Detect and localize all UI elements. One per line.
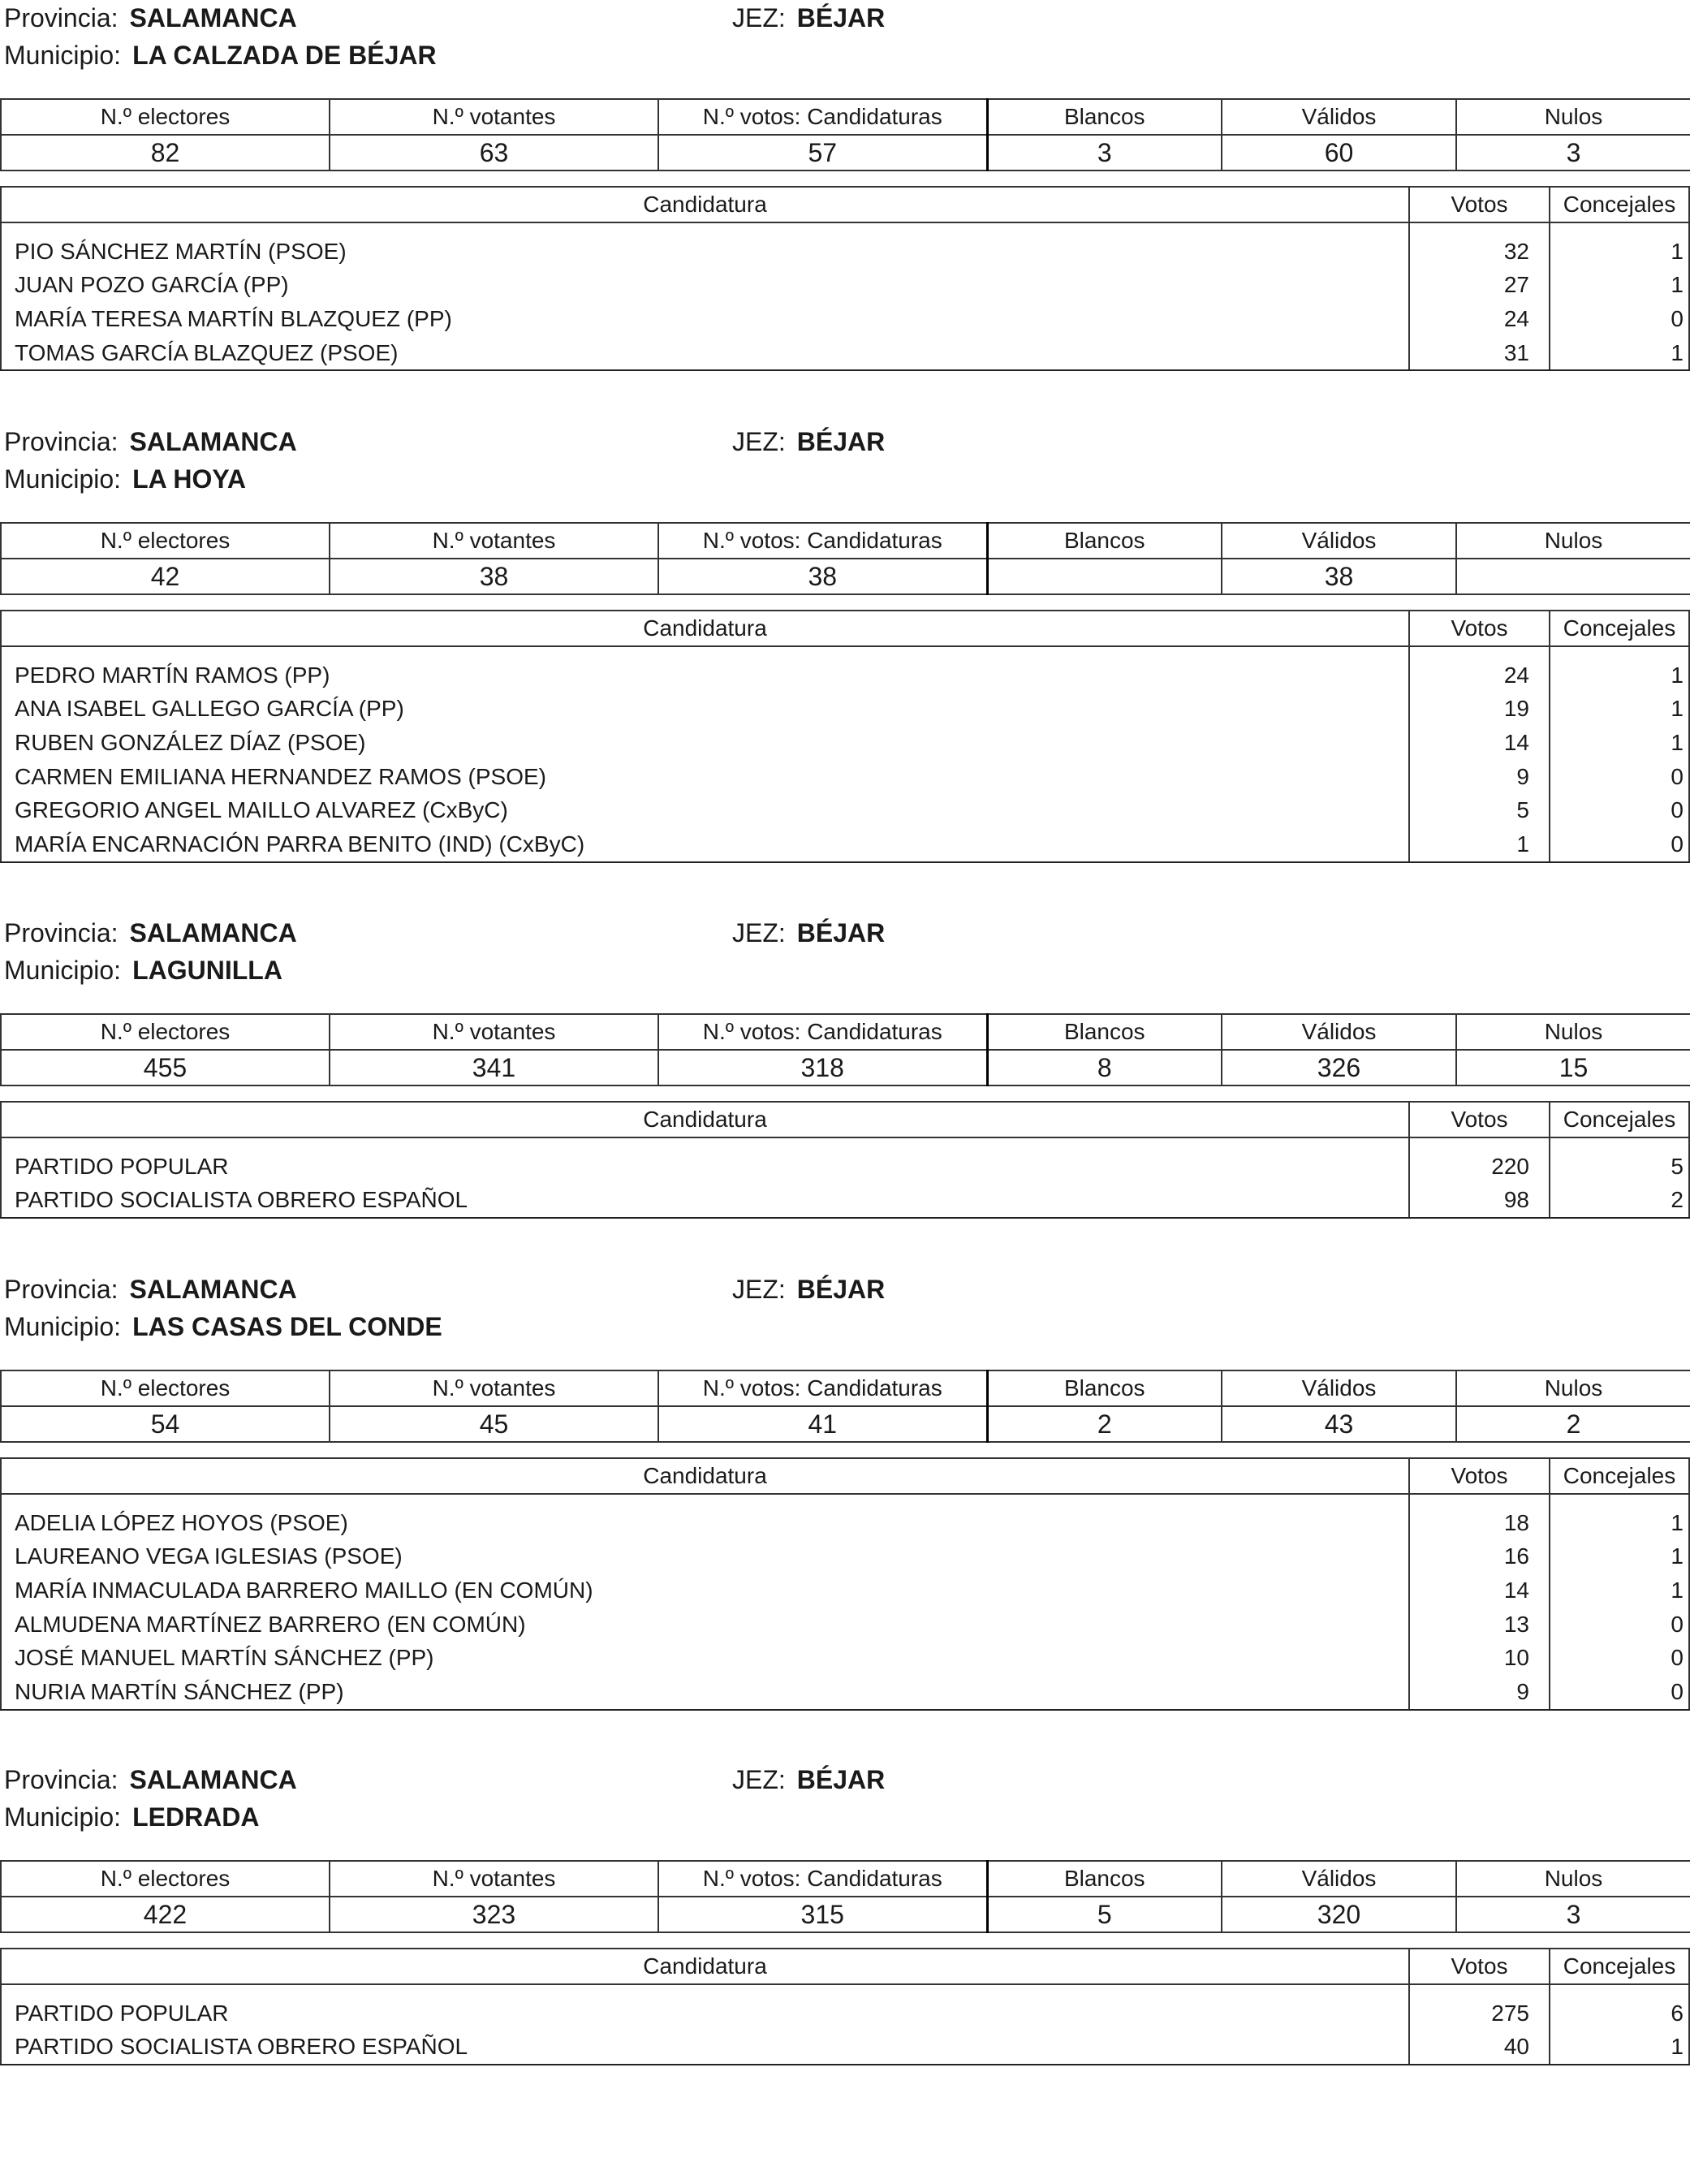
candidate-row — [1, 269, 1689, 303]
provincia-label: Provincia: — [4, 427, 119, 456]
municipio-value: LA HOYA — [132, 464, 246, 494]
candidate-row — [1, 693, 1689, 727]
candidate-seats: 0 — [1550, 760, 1689, 794]
jez-value: BÉJAR — [796, 1765, 886, 1794]
candidatura-header: Candidatura — [1, 1458, 1409, 1494]
stat-value-validos: 38 — [1222, 559, 1456, 594]
candidate-row — [1, 760, 1689, 794]
candidate-row — [1, 726, 1689, 760]
candidate-votes: 14 — [1409, 1573, 1550, 1608]
stat-header-nulos: Nulos — [1456, 99, 1690, 135]
stat-value-blancos: 2 — [987, 1406, 1222, 1442]
candidate-seats: 0 — [1550, 1675, 1689, 1710]
municipality-block — [0, 1762, 1690, 2184]
candidate-row — [1, 1641, 1689, 1675]
jez-label: JEZ: — [732, 3, 786, 32]
candidate-seats: 1 — [1550, 2031, 1689, 2065]
municipio-label: Municipio: — [4, 956, 122, 985]
municipio-line — [4, 1802, 260, 1832]
candidate-votes: 31 — [1409, 336, 1550, 371]
candidate-seats: 1 — [1550, 1494, 1689, 1540]
stat-value-votantes: 323 — [330, 1897, 658, 1932]
stat-value-votantes: 38 — [330, 559, 658, 594]
concejales-header: Concejales — [1550, 1458, 1689, 1494]
candidate-votes: 40 — [1409, 2031, 1550, 2065]
jez-label: JEZ: — [732, 1765, 786, 1794]
municipality-block — [0, 0, 1690, 422]
provincia-line — [4, 1765, 297, 1794]
candidates-table — [0, 1948, 1690, 2065]
stat-header-votos-candidaturas: N.º votos: Candidaturas — [658, 99, 987, 135]
stats-table — [0, 522, 1690, 595]
municipio-value: LAS CASAS DEL CONDE — [132, 1312, 442, 1341]
stat-header-electores: N.º electores — [1, 99, 330, 135]
provincia-label: Provincia: — [4, 3, 119, 32]
stat-header-validos: Válidos — [1222, 99, 1456, 135]
candidate-row — [1, 1540, 1689, 1574]
municipio-value: LA CALZADA DE BÉJAR — [132, 41, 437, 70]
stat-header-votantes: N.º votantes — [330, 1370, 658, 1406]
municipio-label: Municipio: — [4, 464, 122, 494]
jez-label: JEZ: — [732, 918, 786, 947]
candidate-seats: 0 — [1550, 1608, 1689, 1642]
candidate-name: LAUREANO VEGA IGLESIAS (PSOE) — [1, 1540, 1409, 1574]
candidate-votes: 5 — [1409, 793, 1550, 827]
candidate-votes: 19 — [1409, 693, 1550, 727]
candidate-name: MARÍA ENCARNACIÓN PARRA BENITO (IND) (CxByC) — [1, 827, 1409, 862]
stat-header-votos-candidaturas: N.º votos: Candidaturas — [658, 1014, 987, 1050]
stat-value-votantes: 63 — [330, 135, 658, 170]
candidate-votes: 18 — [1409, 1494, 1550, 1540]
jez-label: JEZ: — [732, 1275, 786, 1304]
candidate-votes: 9 — [1409, 1675, 1550, 1710]
candidate-name: TOMAS GARCÍA BLAZQUEZ (PSOE) — [1, 336, 1409, 371]
stat-value-nulos: 3 — [1456, 135, 1690, 170]
municipio-value: LEDRADA — [132, 1802, 260, 1832]
stat-value-validos: 60 — [1222, 135, 1456, 170]
candidate-votes: 27 — [1409, 269, 1550, 303]
candidate-name: ADELIA LÓPEZ HOYOS (PSOE) — [1, 1494, 1409, 1540]
candidate-votes: 32 — [1409, 222, 1550, 269]
stat-value-blancos: 5 — [987, 1897, 1222, 1932]
candidatura-header: Candidatura — [1, 611, 1409, 646]
candidate-row — [1, 1675, 1689, 1710]
municipio-label: Municipio: — [4, 1312, 122, 1341]
stat-value-validos: 326 — [1222, 1050, 1456, 1086]
stat-header-validos: Válidos — [1222, 1370, 1456, 1406]
candidate-name: PIO SÁNCHEZ MARTÍN (PSOE) — [1, 222, 1409, 269]
provincia-line — [4, 427, 297, 456]
jez-value: BÉJAR — [796, 427, 886, 456]
jez-line — [732, 427, 885, 456]
stat-value-electores: 422 — [1, 1897, 330, 1932]
stat-header-nulos: Nulos — [1456, 523, 1690, 559]
stat-header-blancos: Blancos — [987, 99, 1222, 135]
stat-value-nulos: 3 — [1456, 1897, 1690, 1932]
stat-value-validos: 43 — [1222, 1406, 1456, 1442]
municipio-line — [4, 464, 246, 494]
candidate-name: CARMEN EMILIANA HERNANDEZ RAMOS (PSOE) — [1, 760, 1409, 794]
jez-value: BÉJAR — [796, 918, 886, 947]
stat-header-votantes: N.º votantes — [330, 1861, 658, 1897]
stat-value-validos: 320 — [1222, 1897, 1456, 1932]
candidatura-header: Candidatura — [1, 1102, 1409, 1137]
candidate-name: NURIA MARTÍN SÁNCHEZ (PP) — [1, 1675, 1409, 1710]
candidate-name: ANA ISABEL GALLEGO GARCÍA (PP) — [1, 693, 1409, 727]
candidate-seats: 1 — [1550, 1573, 1689, 1608]
candidate-row — [1, 2031, 1689, 2065]
candidate-row — [1, 336, 1689, 371]
stat-value-votos-candidaturas: 41 — [658, 1406, 987, 1442]
stat-header-votantes: N.º votantes — [330, 523, 658, 559]
candidate-row — [1, 1184, 1689, 1219]
candidate-name: MARÍA INMACULADA BARRERO MAILLO (EN COMÚN) — [1, 1573, 1409, 1608]
stat-value-votantes: 45 — [330, 1406, 658, 1442]
stat-header-electores: N.º electores — [1, 1014, 330, 1050]
votos-header: Votos — [1409, 1458, 1550, 1494]
candidate-row — [1, 1984, 1689, 2031]
votos-header: Votos — [1409, 1102, 1550, 1137]
concejales-header: Concejales — [1550, 611, 1689, 646]
provincia-value: SALAMANCA — [129, 1275, 297, 1304]
candidate-seats: 1 — [1550, 693, 1689, 727]
stat-header-votos-candidaturas: N.º votos: Candidaturas — [658, 523, 987, 559]
candidate-seats: 0 — [1550, 302, 1689, 336]
candidate-votes: 24 — [1409, 646, 1550, 693]
candidate-row — [1, 1137, 1689, 1184]
jez-line — [732, 3, 885, 32]
concejales-header: Concejales — [1550, 187, 1689, 222]
candidate-row — [1, 1573, 1689, 1608]
stat-header-votantes: N.º votantes — [330, 99, 658, 135]
candidate-row — [1, 222, 1689, 269]
provincia-label: Provincia: — [4, 1275, 119, 1304]
stat-header-nulos: Nulos — [1456, 1861, 1690, 1897]
provincia-value: SALAMANCA — [129, 1765, 297, 1794]
candidate-seats: 1 — [1550, 222, 1689, 269]
provincia-value: SALAMANCA — [129, 918, 297, 947]
candidate-row — [1, 1608, 1689, 1642]
jez-line — [732, 1765, 885, 1794]
stat-header-validos: Válidos — [1222, 1014, 1456, 1050]
stats-table — [0, 1860, 1690, 1933]
provincia-label: Provincia: — [4, 1765, 119, 1794]
candidate-seats: 5 — [1550, 1137, 1689, 1184]
stat-value-blancos — [987, 559, 1222, 594]
provincia-value: SALAMANCA — [129, 3, 297, 32]
candidate-votes: 24 — [1409, 302, 1550, 336]
candidate-votes: 10 — [1409, 1641, 1550, 1675]
candidate-seats: 6 — [1550, 1984, 1689, 2031]
jez-line — [732, 1275, 885, 1304]
stat-value-blancos: 3 — [987, 135, 1222, 170]
candidate-votes: 220 — [1409, 1137, 1550, 1184]
provincia-line — [4, 3, 297, 32]
votos-header: Votos — [1409, 611, 1550, 646]
stat-header-votos-candidaturas: N.º votos: Candidaturas — [658, 1861, 987, 1897]
candidate-votes: 13 — [1409, 1608, 1550, 1642]
stat-value-electores: 42 — [1, 559, 330, 594]
stat-value-electores: 82 — [1, 135, 330, 170]
candidate-votes: 98 — [1409, 1184, 1550, 1219]
candidate-row — [1, 793, 1689, 827]
candidates-table — [0, 186, 1690, 371]
candidate-name: JOSÉ MANUEL MARTÍN SÁNCHEZ (PP) — [1, 1641, 1409, 1675]
municipio-value: LAGUNILLA — [132, 956, 282, 985]
municipio-label: Municipio: — [4, 1802, 122, 1832]
municipio-line — [4, 41, 437, 70]
stat-value-votos-candidaturas: 57 — [658, 135, 987, 170]
stat-value-electores: 54 — [1, 1406, 330, 1442]
stats-table — [0, 1370, 1690, 1443]
candidates-table — [0, 610, 1690, 863]
stat-header-votantes: N.º votantes — [330, 1014, 658, 1050]
stat-header-votos-candidaturas: N.º votos: Candidaturas — [658, 1370, 987, 1406]
stat-value-nulos — [1456, 559, 1690, 594]
candidate-votes: 275 — [1409, 1984, 1550, 2031]
stat-value-votantes: 341 — [330, 1050, 658, 1086]
municipio-line — [4, 1312, 442, 1341]
candidate-row — [1, 302, 1689, 336]
provincia-line — [4, 1275, 297, 1304]
stat-header-blancos: Blancos — [987, 1370, 1222, 1406]
municipality-block — [0, 1271, 1690, 1704]
candidate-name: ALMUDENA MARTÍNEZ BARRERO (EN COMÚN) — [1, 1608, 1409, 1642]
candidate-votes: 14 — [1409, 726, 1550, 760]
candidate-seats: 1 — [1550, 336, 1689, 371]
stat-value-nulos: 2 — [1456, 1406, 1690, 1442]
candidate-votes: 1 — [1409, 827, 1550, 862]
stat-header-electores: N.º electores — [1, 1861, 330, 1897]
provincia-line — [4, 918, 297, 947]
concejales-header: Concejales — [1550, 1949, 1689, 1984]
stat-header-blancos: Blancos — [987, 523, 1222, 559]
stat-value-blancos: 8 — [987, 1050, 1222, 1086]
municipio-label: Municipio: — [4, 41, 122, 70]
stats-table — [0, 1013, 1690, 1086]
stat-header-nulos: Nulos — [1456, 1370, 1690, 1406]
candidate-seats: 0 — [1550, 793, 1689, 827]
votos-header: Votos — [1409, 187, 1550, 222]
stat-value-votos-candidaturas: 315 — [658, 1897, 987, 1932]
stat-value-electores: 455 — [1, 1050, 330, 1086]
candidatura-header: Candidatura — [1, 187, 1409, 222]
stat-value-nulos: 15 — [1456, 1050, 1690, 1086]
stat-header-blancos: Blancos — [987, 1861, 1222, 1897]
jez-value: BÉJAR — [796, 1275, 886, 1304]
candidate-name: PARTIDO POPULAR — [1, 1984, 1409, 2031]
stat-header-nulos: Nulos — [1456, 1014, 1690, 1050]
stat-value-votos-candidaturas: 38 — [658, 559, 987, 594]
candidate-seats: 1 — [1550, 646, 1689, 693]
candidate-name: RUBEN GONZÁLEZ DÍAZ (PSOE) — [1, 726, 1409, 760]
stat-header-electores: N.º electores — [1, 523, 330, 559]
municipality-block — [0, 424, 1690, 857]
candidatura-header: Candidatura — [1, 1949, 1409, 1984]
candidate-seats: 1 — [1550, 1540, 1689, 1574]
candidate-seats: 0 — [1550, 827, 1689, 862]
candidate-seats: 0 — [1550, 1641, 1689, 1675]
candidate-row — [1, 1494, 1689, 1540]
candidate-seats: 1 — [1550, 726, 1689, 760]
candidate-name: GREGORIO ANGEL MAILLO ALVAREZ (CxByC) — [1, 793, 1409, 827]
municipio-line — [4, 956, 282, 985]
candidate-name: JUAN POZO GARCÍA (PP) — [1, 269, 1409, 303]
concejales-header: Concejales — [1550, 1102, 1689, 1137]
jez-line — [732, 918, 885, 947]
stat-header-blancos: Blancos — [987, 1014, 1222, 1050]
candidate-votes: 16 — [1409, 1540, 1550, 1574]
candidate-seats: 1 — [1550, 269, 1689, 303]
candidate-name: PARTIDO SOCIALISTA OBRERO ESPAÑOL — [1, 1184, 1409, 1219]
candidates-table — [0, 1457, 1690, 1711]
provincia-label: Provincia: — [4, 918, 119, 947]
stats-table — [0, 98, 1690, 171]
jez-value: BÉJAR — [796, 3, 886, 32]
candidate-name: PARTIDO SOCIALISTA OBRERO ESPAÑOL — [1, 2031, 1409, 2065]
candidate-name: MARÍA TERESA MARTÍN BLAZQUEZ (PP) — [1, 302, 1409, 336]
stat-header-validos: Válidos — [1222, 523, 1456, 559]
stat-value-votos-candidaturas: 318 — [658, 1050, 987, 1086]
stat-header-electores: N.º electores — [1, 1370, 330, 1406]
candidate-name: PEDRO MARTÍN RAMOS (PP) — [1, 646, 1409, 693]
candidates-table — [0, 1101, 1690, 1219]
jez-label: JEZ: — [732, 427, 786, 456]
candidate-votes: 9 — [1409, 760, 1550, 794]
candidate-row — [1, 827, 1689, 862]
stat-header-validos: Válidos — [1222, 1861, 1456, 1897]
candidate-row — [1, 646, 1689, 693]
provincia-value: SALAMANCA — [129, 427, 297, 456]
candidate-name: PARTIDO POPULAR — [1, 1137, 1409, 1184]
votos-header: Votos — [1409, 1949, 1550, 1984]
candidate-seats: 2 — [1550, 1184, 1689, 1219]
